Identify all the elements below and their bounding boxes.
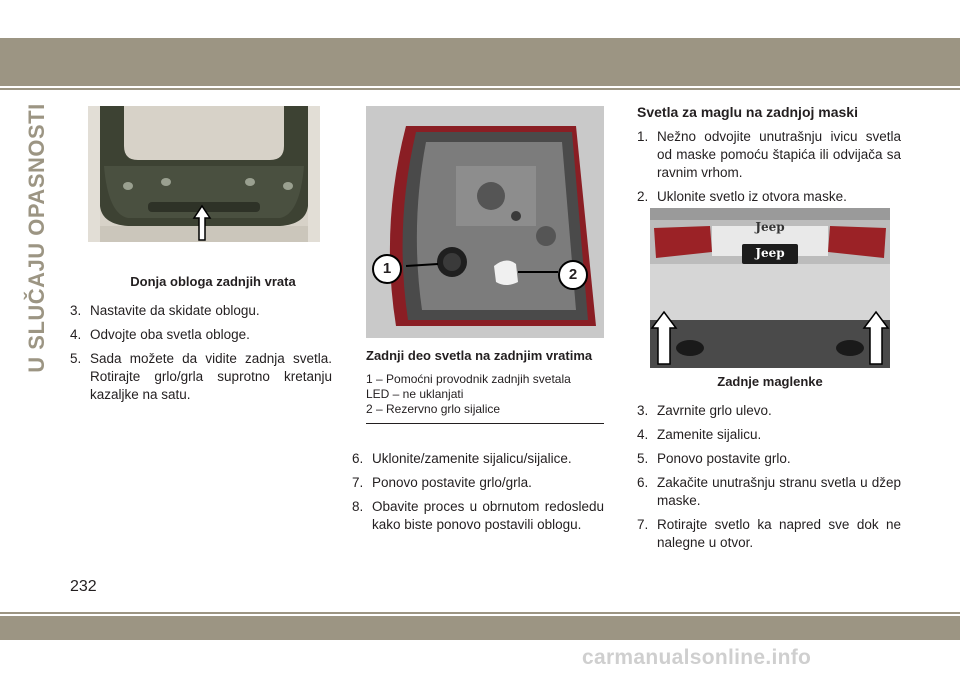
step-number: 6. [352, 451, 364, 466]
liftgate-lamp-caption: Zadnji deo svetla na zadnjim vratima [366, 348, 593, 363]
step-number: 5. [70, 351, 82, 366]
header-rule [0, 88, 960, 90]
step-number: 4. [70, 327, 82, 342]
step-number: 7. [352, 475, 364, 490]
step-text: Zavrnite grlo ulevo. [657, 403, 772, 418]
jeep-badge: Jeep [755, 220, 785, 234]
side-section-title [22, 100, 52, 375]
list-item [637, 474, 901, 510]
step-text: Obavite proces u obrnutom redosledu kako biste ponovo postavili oblogu. [372, 499, 604, 532]
right-steps-bottom-list [637, 402, 901, 558]
step-text: Zamenite sijalicu. [657, 427, 762, 442]
step-number: 3. [70, 303, 82, 318]
step-text: Ponovo postavite grlo. [657, 451, 791, 466]
step-text: Uklonite svetlo iz otvora maske. [657, 189, 847, 204]
list-item [637, 188, 901, 206]
list-item [352, 450, 604, 468]
list-item [70, 326, 332, 344]
step-text: Zakačite unutrašnju stranu svetla u džep maske. [657, 475, 901, 508]
step-number: 7. [637, 517, 649, 532]
step-text: Nastavite da skidate oblogu. [90, 303, 260, 318]
list-item [637, 516, 901, 552]
footer-band [0, 616, 960, 640]
middle-steps-list [352, 450, 604, 540]
section-heading: Svetla za maglu na zadnjoj maski [637, 104, 858, 120]
liftgate-lamp-legend [366, 372, 604, 417]
liftgate-trim-illustration [88, 106, 320, 242]
liftgate-lamp-photo [366, 106, 604, 338]
legend-line: 2 – Rezervno grlo sijalice [366, 402, 501, 416]
list-item [637, 426, 901, 444]
list-item [637, 402, 901, 420]
list-item [637, 128, 901, 182]
legend-line: 1 – Pomoćni provodnik zadnjih svetala [366, 372, 571, 386]
watermark: carmanualsonline.info [582, 646, 812, 669]
callout-2: 2 [558, 260, 588, 290]
rear-fog-lamps-photo [650, 208, 890, 368]
right-steps-top-list [637, 128, 901, 212]
legend-line: LED – ne uklanjati [366, 387, 464, 401]
list-item [352, 474, 604, 492]
step-text: Odvojte oba svetla obloge. [90, 327, 250, 342]
list-item [637, 450, 901, 468]
step-number: 3. [637, 403, 649, 418]
step-number: 2. [637, 189, 649, 204]
rear-fog-lamps-caption: Zadnje maglenke [717, 374, 823, 389]
step-text: Uklonite/zamenite sijalicu/sijalice. [372, 451, 572, 466]
list-item [352, 498, 604, 534]
step-number: 4. [637, 427, 649, 442]
callout-1: 1 [372, 254, 402, 284]
left-steps-list [70, 302, 332, 410]
step-number: 5. [637, 451, 649, 466]
legend-rule [366, 423, 604, 424]
liftgate-trim-photo [88, 106, 320, 242]
side-section-title-text: U SLUČAJU OPASNOSTI [24, 102, 49, 373]
list-item [70, 302, 332, 320]
header-band [0, 38, 960, 86]
step-number: 6. [637, 475, 649, 490]
step-number: 1. [637, 129, 649, 144]
step-text: Sada možete da vidite zadnja svetla. Rotirajte grlo/grla suprotno kretanju kazaljke na satu. [90, 351, 332, 402]
liftgate-lamp-illustration [366, 106, 604, 338]
jeep-plate-logo: Jeep [755, 246, 785, 260]
list-item [70, 350, 332, 404]
step-text: Nežno odvojite unutrašnju ivicu svetla od maske pomoću štapića ili odvijača sa ravnim vrhom. [657, 129, 901, 180]
step-text: Rotirajte svetlo ka napred sve dok ne nalegne u otvor. [657, 517, 901, 550]
step-text: Ponovo postavite grlo/grla. [372, 475, 532, 490]
footer-rule [0, 612, 960, 614]
liftgate-trim-caption: Donja obloga zadnjih vrata [130, 274, 296, 289]
step-number: 8. [352, 499, 364, 514]
page-number: 232 [70, 578, 97, 595]
